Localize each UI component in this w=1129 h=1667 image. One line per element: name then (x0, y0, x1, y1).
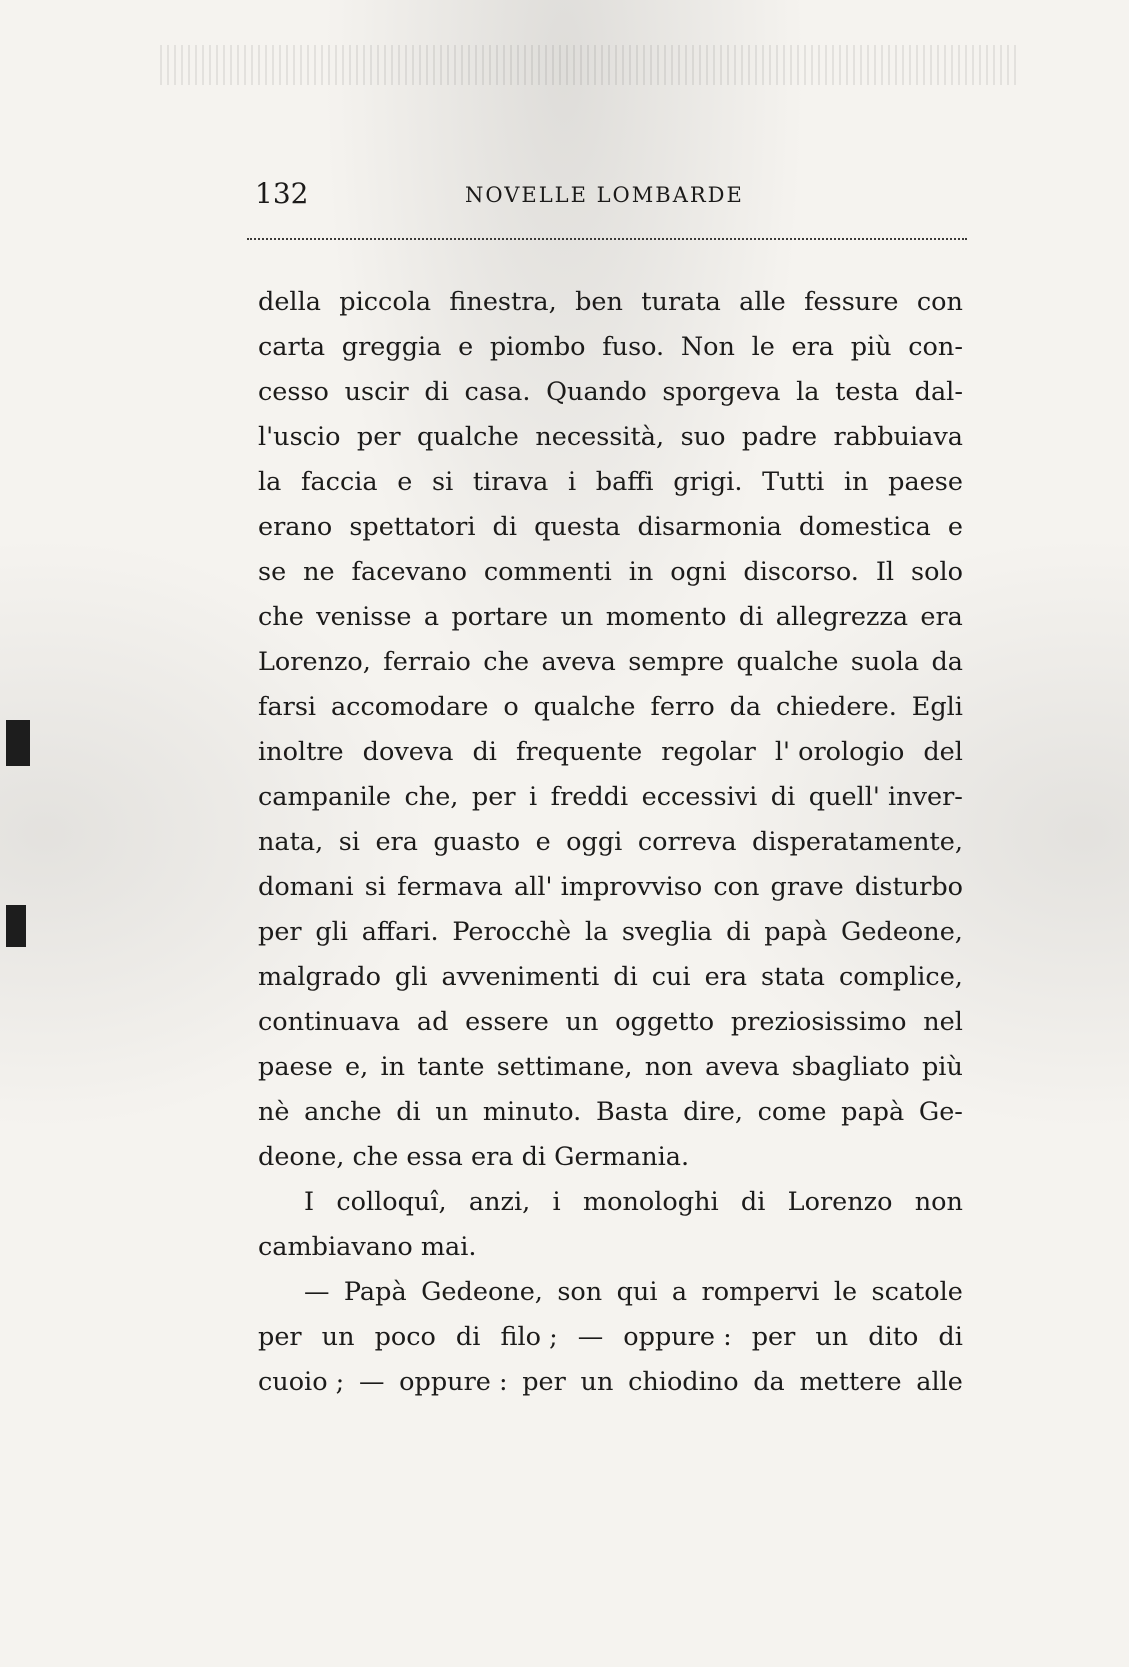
word: suo (680, 422, 726, 452)
word: malgrado (258, 962, 381, 992)
word: quell' inver- (808, 782, 963, 812)
word: per (522, 1367, 566, 1397)
word: e (535, 827, 551, 857)
word: Perocchè (452, 917, 572, 947)
header-rule (247, 238, 967, 242)
body-text (258, 280, 963, 1405)
word: rompervi (701, 1277, 820, 1307)
word: affari. (361, 917, 439, 947)
word: di (492, 512, 518, 542)
word: campanile (258, 782, 392, 812)
word: e (397, 467, 413, 497)
word: portare (451, 602, 549, 632)
word: allegrezza (775, 602, 909, 632)
text-line (258, 910, 963, 955)
word: I (304, 1187, 315, 1217)
word: di (455, 1322, 481, 1352)
word: era (375, 827, 418, 857)
word: in (380, 1052, 406, 1082)
word: turata (641, 287, 721, 317)
text-line (258, 1315, 963, 1360)
word: i (567, 467, 577, 497)
text-line (258, 415, 963, 460)
word: gli (394, 962, 428, 992)
word: oppure : (623, 1322, 732, 1352)
text-line (258, 1270, 963, 1315)
word: i (529, 782, 538, 812)
scan-edge-mark (6, 905, 26, 947)
word: dal- (914, 377, 963, 407)
word: Tutti (762, 467, 825, 497)
word: l' orologio (774, 737, 905, 767)
word: ad (416, 1007, 449, 1037)
word: piombo (489, 332, 586, 362)
word: nel (923, 1007, 963, 1037)
word: o (503, 692, 519, 722)
word: correva (637, 827, 737, 857)
word: ferro (650, 692, 715, 722)
word: monologhi (582, 1187, 719, 1217)
word: filo ; (500, 1322, 558, 1352)
word: da (753, 1367, 785, 1397)
text-line (258, 505, 963, 550)
word: cuoio ; (258, 1367, 345, 1397)
word: paese (258, 1052, 333, 1082)
word: essere (465, 1007, 549, 1037)
word: di (521, 1142, 547, 1172)
word: la (584, 917, 609, 947)
word: che, (404, 782, 459, 812)
word: da (931, 647, 963, 677)
word: un (565, 1007, 599, 1037)
word: padre (741, 422, 818, 452)
word: tirava (472, 467, 549, 497)
word: domani (258, 872, 354, 902)
word: qui (616, 1277, 658, 1307)
word: un (580, 1367, 614, 1397)
word: per (258, 917, 302, 947)
word: Gedeone, (421, 1277, 543, 1307)
word: — (577, 1322, 604, 1352)
word: chiedere. (776, 692, 897, 722)
word: per (751, 1322, 796, 1352)
text-line (258, 865, 963, 910)
word: venisse (316, 602, 412, 632)
word: Quando (546, 377, 647, 407)
word: aveva (541, 647, 616, 677)
text-line (258, 685, 963, 730)
word: fuso. (602, 332, 665, 362)
word: cambiavano (258, 1232, 413, 1262)
word: era (704, 962, 748, 992)
text-line (258, 325, 963, 370)
text-line (258, 550, 963, 595)
word: a (423, 602, 440, 632)
word: preziosissimo (730, 1007, 907, 1037)
word: cui (651, 962, 691, 992)
word: mettere (799, 1367, 902, 1397)
word: e (458, 332, 474, 362)
word: greggia (341, 332, 442, 362)
word: si (364, 872, 387, 902)
word: della (258, 287, 321, 317)
text-line (258, 640, 963, 685)
text-line (258, 955, 963, 1000)
text-line (258, 370, 963, 415)
word: che (258, 602, 304, 632)
word: dire, (683, 1097, 743, 1127)
word: facevano (351, 557, 467, 587)
word: poco (374, 1322, 436, 1352)
word: in (843, 467, 869, 497)
word: disarmonia (637, 512, 782, 542)
word: con (713, 872, 760, 902)
word: a (671, 1277, 688, 1307)
text-line (258, 1360, 963, 1405)
word: di (738, 602, 764, 632)
word: era (791, 332, 835, 362)
running-title: NOVELLE LOMBARDE (465, 183, 744, 207)
word: freddi (550, 782, 629, 812)
word: casa. (464, 377, 531, 407)
word: di (613, 962, 638, 992)
text-line (258, 1135, 963, 1180)
word: commenti (483, 557, 612, 587)
word: di (770, 782, 796, 812)
word: uscir (344, 377, 409, 407)
word: tante (417, 1052, 485, 1082)
word: — (304, 1277, 330, 1307)
word: grigi. (673, 467, 743, 497)
word: complice, (838, 962, 963, 992)
text-line (258, 1225, 963, 1270)
word: alle (916, 1367, 963, 1397)
word: le (751, 332, 775, 362)
word: papà (841, 1097, 905, 1127)
word: nata, (258, 827, 324, 857)
word: finestra, (449, 287, 557, 317)
word: era (470, 1142, 514, 1172)
word: farsi (258, 692, 317, 722)
word: suola (850, 647, 920, 677)
word: sporgeva (662, 377, 781, 407)
word: papà (764, 917, 828, 947)
word: sempre (628, 647, 725, 677)
word: Germania. (554, 1142, 690, 1172)
word: — (358, 1367, 385, 1397)
word: oppure : (399, 1367, 508, 1397)
word: all' improvviso (513, 872, 703, 902)
word: si (431, 467, 454, 497)
word: i (552, 1187, 561, 1217)
word: in (628, 557, 654, 587)
word: si (338, 827, 360, 857)
word: di (424, 377, 449, 407)
word: per (258, 1322, 302, 1352)
word: non (914, 1187, 963, 1217)
word: erano (258, 512, 333, 542)
text-line (258, 280, 963, 325)
word: accomodare (330, 692, 489, 722)
word: Papà (343, 1277, 407, 1307)
word: sveglia (621, 917, 713, 947)
word: mai. (420, 1232, 477, 1262)
word: eccessivi (641, 782, 758, 812)
word: qualche (736, 647, 839, 677)
word: la (796, 377, 820, 407)
word: per (356, 422, 401, 452)
word: Non (680, 332, 735, 362)
word: del (923, 737, 963, 767)
page-header (255, 176, 965, 216)
word: e (947, 512, 963, 542)
word: Il (875, 557, 895, 587)
word: di (938, 1322, 963, 1352)
word: e, (345, 1052, 369, 1082)
word: inoltre (258, 737, 344, 767)
word: era (920, 602, 963, 632)
text-line (258, 820, 963, 865)
word: essa (406, 1142, 463, 1172)
word: minuto. (482, 1097, 582, 1127)
word: come (757, 1097, 827, 1127)
word: scatole (871, 1277, 963, 1307)
word: di (472, 737, 497, 767)
word: colloquî, (336, 1187, 447, 1217)
word: spettatori (349, 512, 476, 542)
word: disturbo (854, 872, 963, 902)
text-line (258, 460, 963, 505)
word: testa (835, 377, 899, 407)
word: non (644, 1052, 693, 1082)
word: che (352, 1142, 399, 1172)
word: di (396, 1097, 421, 1127)
word: domestica (798, 512, 931, 542)
word: ben (575, 287, 623, 317)
word: cesso (258, 377, 329, 407)
word: solo (911, 557, 963, 587)
word: Basta (595, 1097, 669, 1127)
text-line (258, 1000, 963, 1045)
word: un (815, 1322, 849, 1352)
text-line (258, 1090, 963, 1135)
word: disperatamente, (752, 827, 963, 857)
word: con- (908, 332, 963, 362)
word: continuava (258, 1007, 401, 1037)
word: anche (304, 1097, 382, 1127)
word: alle (739, 287, 786, 317)
word: momento (605, 602, 727, 632)
word: necessità, (535, 422, 665, 452)
word: qualche (533, 692, 636, 722)
scan-edge-mark (6, 720, 30, 766)
word: stata (761, 962, 826, 992)
word: grave (770, 872, 844, 902)
word: Lorenzo (787, 1187, 893, 1217)
word: più (921, 1052, 963, 1082)
page-number: 132 (255, 177, 309, 210)
word: l'uscio (258, 422, 341, 452)
word: discorso. (743, 557, 859, 587)
word: questa (534, 512, 621, 542)
word: chiodino (628, 1367, 739, 1397)
word: faccia (301, 467, 378, 497)
word: gli (315, 917, 348, 947)
word: rabbuiava (833, 422, 963, 452)
word: fermava (397, 872, 503, 902)
word: piccola (339, 287, 432, 317)
word: per (471, 782, 516, 812)
word: settimane, (496, 1052, 633, 1082)
word: deone, (258, 1142, 345, 1172)
text-line (258, 730, 963, 775)
word: la (258, 467, 282, 497)
text-line (258, 775, 963, 820)
word: di (740, 1187, 766, 1217)
word: Lorenzo, (258, 647, 371, 677)
word: un (321, 1322, 355, 1352)
word: anzi, (468, 1187, 531, 1217)
word: Gedeone, (841, 917, 963, 947)
word: qualche (416, 422, 519, 452)
word: un (560, 602, 594, 632)
word: più (850, 332, 892, 362)
word: nè (258, 1097, 290, 1127)
word: ferraio (383, 647, 471, 677)
word: paese (888, 467, 963, 497)
word: fessure (804, 287, 899, 317)
word: con (916, 287, 963, 317)
word: carta (258, 332, 326, 362)
word: doveva (362, 737, 454, 767)
word: son (557, 1277, 603, 1307)
word: frequente (515, 737, 643, 767)
word: le (833, 1277, 858, 1307)
text-line (258, 595, 963, 640)
word: che (483, 647, 530, 677)
text-line (258, 1180, 963, 1225)
word: da (729, 692, 762, 722)
word: un (435, 1097, 469, 1127)
word: guasto (433, 827, 521, 857)
word: Egli (911, 692, 963, 722)
word: dito (868, 1322, 919, 1352)
word: sbagliato (791, 1052, 910, 1082)
word: regolar (661, 737, 756, 767)
word: di (726, 917, 751, 947)
text-line (258, 1045, 963, 1090)
word: ogni (670, 557, 727, 587)
word: oggetto (615, 1007, 715, 1037)
word: avvenimenti (441, 962, 600, 992)
word: ne (303, 557, 335, 587)
word: aveva (705, 1052, 780, 1082)
word: Ge- (918, 1097, 963, 1127)
word: se (258, 557, 287, 587)
word: oggi (566, 827, 623, 857)
word: baffi (595, 467, 654, 497)
scan-noise-band (160, 45, 1020, 85)
